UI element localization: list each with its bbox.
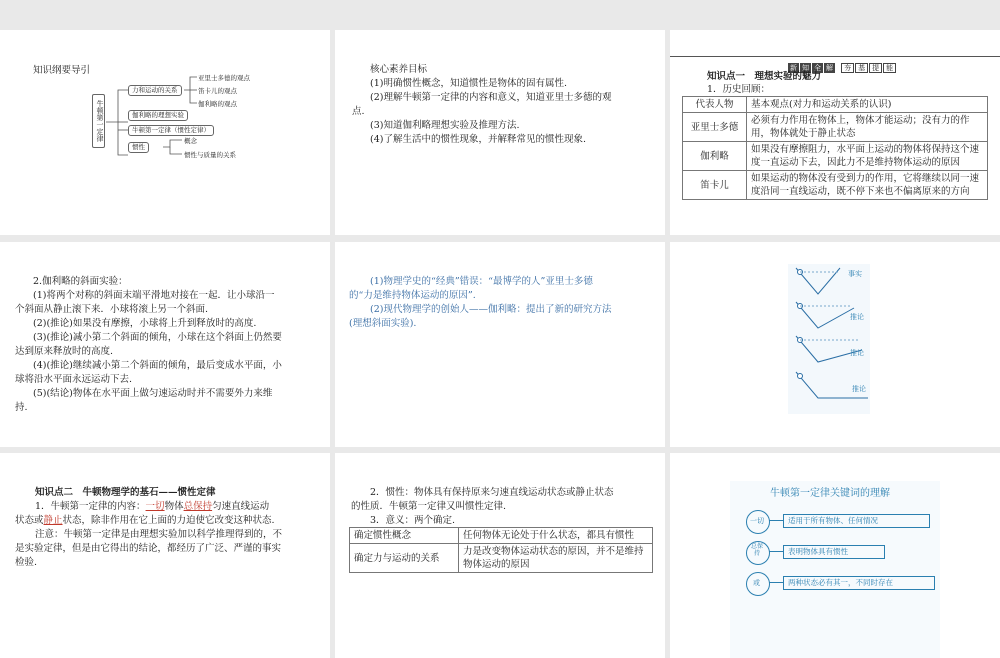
slide-history-notes[interactable] <box>335 242 665 447</box>
incline-diagrams <box>670 242 1000 447</box>
incline-line: (4)(推论)继续减小第二个斜面的倾角，最后变成水平面，小 <box>33 360 282 371</box>
slide-incline-diagram[interactable] <box>670 242 1000 447</box>
outline-leaf-concept: 概念 <box>184 137 197 145</box>
history-table <box>682 96 988 200</box>
table-cell: 笛卡儿 <box>683 171 747 200</box>
history-note-line: 的“力是维持物体运动的原因”. <box>349 290 476 301</box>
kp1-subheading: 1．历史回顾： <box>707 84 771 95</box>
incline-line: 2.伽利略的斜面实验： <box>33 276 128 287</box>
slide-inertia-meaning[interactable] <box>335 453 665 658</box>
history-note-line: (1)物理学史的“经典”错误：“最博学的人”亚里士多德 <box>370 276 593 287</box>
keyword-explanation: 两种状态必有其一，不同时存在 <box>788 578 893 587</box>
slide-core-goals[interactable] <box>335 30 665 235</box>
kp2-heading: 知识点二 牛顿物理学的基石——惯性定律 <box>35 487 216 498</box>
goal-1: (1)明确惯性概念，知道惯性是物体的固有属性. <box>370 78 567 89</box>
incline-line: (2)(推论)如果没有摩擦，小球将上升到释放时的高度. <box>33 318 257 329</box>
incline-line: 持. <box>15 402 28 413</box>
banner-char: 知 <box>802 64 809 72</box>
table-row <box>350 528 653 544</box>
outline-branch-first-law: 牛顿第一定律（惯性定律） <box>128 125 214 136</box>
history-note-line: (理想斜面实验). <box>349 318 417 329</box>
inertia-def-line: 2．惯性：物体具有保持原来匀速直线运动状态或静止状态 <box>370 487 614 498</box>
slide-knowledge-point-1[interactable] <box>670 30 1000 235</box>
table-cell: 确定惯性概念 <box>350 528 459 544</box>
table-row <box>350 544 653 573</box>
keyword-rest: 静止 <box>43 515 63 526</box>
slide-keywords[interactable] <box>670 453 1000 658</box>
diagram-label-fact: 事实 <box>848 270 862 278</box>
keyword-key: 一切 <box>750 517 764 525</box>
first-law-text: 物体 <box>164 501 184 512</box>
table-header-row <box>683 97 988 113</box>
incline-line: (3)(推论)减小第二个斜面的倾角，小球在这个斜面上仍然要 <box>33 332 282 343</box>
table-cell: 如果运动的物体没有受到力的作用，它将继续以同一速度沿同一直线运动，既不停下来也不偏离原来的方向 <box>747 171 988 200</box>
table-cell: 确定力与运动的关系 <box>350 544 459 573</box>
note-line: 是实验定律，但是由它得出的结论，都经历了广泛、严谨的事实 <box>15 543 282 554</box>
table-row <box>683 171 988 200</box>
diagram-label-inference: 推论 <box>850 313 864 321</box>
incline-line: 个斜面从静止滚下来．小球将滚上另一个斜面. <box>15 304 209 315</box>
banner-char: 基 <box>855 63 868 73</box>
keyword-always-keep: 总保持 <box>183 501 213 512</box>
meaning-table <box>349 527 653 573</box>
banner-char: 提 <box>869 63 882 73</box>
section-banner <box>788 55 978 72</box>
diagram-label-inference: 推论 <box>852 385 866 393</box>
table-row <box>683 113 988 142</box>
outline-leaf-galileo: 伽利略的观点 <box>198 100 237 108</box>
keyword-key: 或 <box>753 579 760 587</box>
keyword-key: 总保持 <box>750 543 763 557</box>
goal-3: (3)知道伽利略理想实验及推理方法. <box>370 120 520 131</box>
table-cell: 力是改变物体运动状态的原因，并不是维持物体运动的原因 <box>459 544 653 573</box>
outline-branch-force-motion: 力和运动的关系 <box>128 85 182 96</box>
outline-branch-ideal-experiment: 伽利略的理想实验 <box>128 110 188 121</box>
keyword-connector <box>769 551 783 552</box>
keyword-connector <box>769 582 783 583</box>
banner-char: 全 <box>814 64 821 72</box>
slide-knowledge-outline[interactable] <box>0 30 330 235</box>
first-law-prefix: 1．牛顿第一定律的内容： <box>35 501 146 512</box>
banner-char: 夯 <box>841 63 854 73</box>
banner-char: 解 <box>826 64 833 72</box>
outline-leaf-inertia-mass: 惯性与质量的关系 <box>184 151 236 159</box>
inertia-def-line: 的性质．牛顿第一定律又叫惯性定律. <box>351 501 507 512</box>
keyword-explanation: 适用于所有物体、任何情况 <box>788 516 878 525</box>
banner-char: 能 <box>883 63 896 73</box>
table-cell: 如果没有摩擦阻力，水平面上运动的物体将保持这个速度一直运动下去，因此力不是维持物体运动的原因 <box>747 142 988 171</box>
keyword-explanation: 表明物体具有惯性 <box>788 547 848 556</box>
goals-heading: 核心素养目标 <box>370 64 428 75</box>
first-law-line-1 <box>35 500 269 513</box>
outline-branch-inertia: 惯性 <box>128 142 149 153</box>
goal-2: (2)理解牛顿第一定律的内容和意义，知道亚里士多德的观 <box>370 92 612 103</box>
incline-line: 球将沿水平面永远运动下去. <box>15 374 133 385</box>
outline-heading: 知识纲要导引 <box>33 65 91 76</box>
slide-knowledge-point-2[interactable] <box>0 453 330 658</box>
slide-galileo-incline[interactable] <box>0 242 330 447</box>
goal-2-cont: 点. <box>352 106 365 117</box>
incline-line: (1)将两个对称的斜面末端平滑地对接在一起．让小球沿一 <box>33 290 275 301</box>
keyword-all: 一切 <box>145 501 165 512</box>
first-law-text: 匀速直线运动 <box>212 501 270 512</box>
incline-line: 达到原来释放时的高度. <box>15 346 114 357</box>
outline-leaf-aristotle: 亚里士多德的观点 <box>198 74 250 82</box>
banner-char: 新 <box>790 64 797 72</box>
first-law-line-2 <box>15 514 275 527</box>
keyword-panel <box>730 481 940 658</box>
first-law-text: 状态，除非作用在它上面的力迫使它改变这种状态. <box>62 515 275 526</box>
incline-line: (5)(结论)物体在水平面上做匀速运动时并不需要外力来维 <box>33 388 273 399</box>
note-line: 检验. <box>15 557 38 568</box>
table-header-cell: 基本观点(对力和运动关系的认识) <box>747 97 988 113</box>
first-law-text: 状态或 <box>15 515 44 526</box>
table-cell: 必须有力作用在物体上，物体才能运动；没有力的作用，物体就处于静止状态 <box>747 113 988 142</box>
kp1-heading: 知识点一 理想实验的魅力 <box>707 71 822 82</box>
table-row <box>683 142 988 171</box>
table-header-cell: 代表人物 <box>683 97 747 113</box>
table-cell: 伽利略 <box>683 142 747 171</box>
keyword-connector <box>769 520 783 521</box>
note-line: 注意：牛顿第一定律是由理想实验加以科学推理得到的，不 <box>35 529 283 540</box>
outline-root: 牛顿第一定律 <box>92 94 105 148</box>
table-cell: 亚里士多德 <box>683 113 747 142</box>
goal-4: (4)了解生活中的惯性现象，并解释常见的惯性现象. <box>370 134 586 145</box>
keywords-title: 牛顿第一定律关键词的理解 <box>770 488 890 499</box>
history-note-line: (2)现代物理学的创始人——伽利略：提出了新的研究方法 <box>370 304 612 315</box>
meaning-line: 3．意义：两个确定. <box>370 515 456 526</box>
table-cell: 任何物体无论处于什么状态，都具有惯性 <box>459 528 653 544</box>
diagram-label-inference: 推论 <box>850 349 864 357</box>
outline-leaf-descartes: 笛卡儿的观点 <box>198 87 237 95</box>
